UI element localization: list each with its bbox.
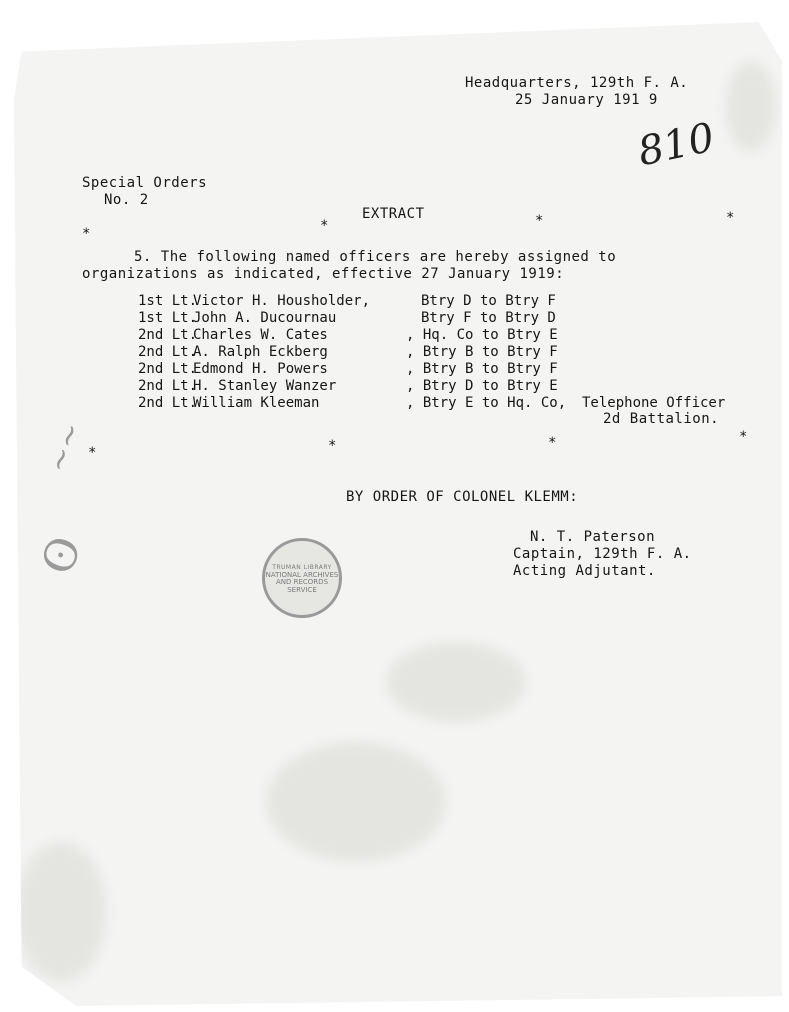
separator-star: * xyxy=(739,429,748,445)
special-orders-title: Special Orders xyxy=(82,175,208,191)
extract-heading: EXTRACT xyxy=(362,206,425,222)
paper-stain xyxy=(16,842,106,982)
separator-star: * xyxy=(82,226,91,242)
officer-rank: 1st Lt. xyxy=(138,310,198,326)
officer-assignment: , Btry B to Btry F xyxy=(406,361,558,377)
officer-name: John A. Ducournau xyxy=(193,310,337,326)
officer-name: A. Ralph Eckberg xyxy=(193,344,328,360)
special-orders-number: No. 2 xyxy=(104,192,149,208)
officer-rank: 2nd Lt. xyxy=(138,378,198,394)
paragraph-line: organizations as indicated, effective 27 January 1919: xyxy=(82,266,565,282)
officer-assignment: , Btry B to Btry F xyxy=(406,344,558,360)
officer-rank: 2nd Lt. xyxy=(138,395,198,411)
officer-name: Charles W. Cates xyxy=(193,327,328,343)
paper-stain xyxy=(386,642,526,722)
officer-name: William Kleeman xyxy=(193,395,320,411)
header-unit: Headquarters, 129th F. A. xyxy=(465,75,689,91)
officer-assignment: Btry F to Btry D xyxy=(421,310,556,326)
officer-name: Victor H. Housholder, xyxy=(193,293,371,309)
signer-name: N. T. Paterson xyxy=(530,529,656,545)
officer-assignment: Btry D to Btry F xyxy=(421,293,556,309)
officer-name: Edmond H. Powers xyxy=(193,361,328,377)
officer-rank: 1st Lt. xyxy=(138,293,198,309)
separator-star: * xyxy=(88,445,97,461)
officer-assignment: , Btry E to Hq. Co, xyxy=(406,395,567,411)
signer-title: Captain, 129th F. A. xyxy=(513,546,692,562)
by-order-line: BY ORDER OF COLONEL KLEMM: xyxy=(346,489,579,505)
officer-assignment: , Hq. Co to Btry E xyxy=(406,327,558,343)
paper-stain xyxy=(266,742,446,862)
separator-star: * xyxy=(535,213,544,229)
archive-stamp xyxy=(262,538,342,618)
separator-star: * xyxy=(328,438,337,454)
separator-star: * xyxy=(726,210,735,226)
officer-assignment: , Btry D to Btry E xyxy=(406,378,558,394)
officer-rank: 2nd Lt. xyxy=(138,327,198,343)
handwritten-number: 810 xyxy=(634,114,719,176)
stamp-ring-text: TRUMAN LIBRARY xyxy=(272,564,332,571)
pencil-mark: ~~ xyxy=(40,417,91,478)
pencil-mark: ʘ xyxy=(31,529,93,582)
stamp-center-text: NATIONAL ARCHIVES AND RECORDS SERVICE xyxy=(265,570,339,594)
header-date: 25 January 191 9 xyxy=(515,92,658,108)
separator-star: * xyxy=(548,435,557,451)
officer-name: H. Stanley Wanzer xyxy=(193,378,337,394)
paragraph-line: 5. The following named officers are hereby assigned to xyxy=(134,249,617,265)
paper-stain xyxy=(726,62,776,152)
officer-note: Telephone Officer xyxy=(582,395,726,411)
officer-rank: 2nd Lt. xyxy=(138,344,198,360)
officer-note-continued: 2d Battalion. xyxy=(603,411,720,427)
officer-rank: 2nd Lt. xyxy=(138,361,198,377)
separator-star: * xyxy=(320,218,329,234)
signer-role: Acting Adjutant. xyxy=(513,563,656,579)
